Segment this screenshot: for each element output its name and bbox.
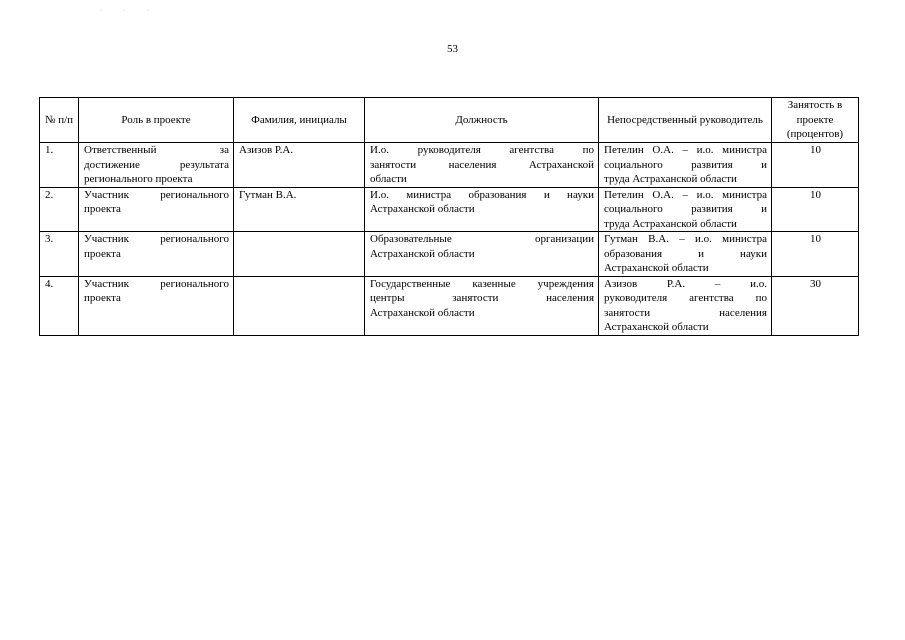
cell-num: 3. xyxy=(40,232,79,277)
cell-position-line: занятости населения Астраханской xyxy=(370,158,594,171)
cell-role-line: Ответственный за xyxy=(84,144,229,156)
cell-load: 10 xyxy=(772,187,859,232)
cell-role-line: Участник регионального xyxy=(84,188,229,201)
cell-manager-line: Астраханской области xyxy=(604,262,709,274)
header-manager: Непосредственный руководитель xyxy=(599,98,772,143)
cell-manager-line: Петелин О.А. – и.о. министра xyxy=(604,188,767,201)
cell-name xyxy=(234,232,365,277)
cell-role-line: проекта xyxy=(84,203,121,215)
cell-position-line: центры занятости населения xyxy=(370,292,594,304)
page-number: 53 xyxy=(447,43,458,55)
cell-manager-line: Астраханской области xyxy=(604,321,709,333)
cell-position-line: Астраханской области xyxy=(370,203,475,215)
cell-manager-line: Петелин О.А. – и.о. министра xyxy=(604,144,767,156)
header-load: Занятость в проекте (процентов) xyxy=(772,98,859,143)
cell-role-line: регионального проекта xyxy=(84,173,193,185)
cell-role xyxy=(79,276,234,335)
cell-position xyxy=(365,232,599,277)
cell-manager-line: руководителя агентства по xyxy=(604,292,767,304)
table-row xyxy=(40,232,859,277)
cell-manager-line: Гутман В.А. – и.о. министра xyxy=(604,233,767,245)
cell-position-line: И.о. руководителя агентства по xyxy=(370,144,594,156)
cell-position-line: И.о. министра образования и науки xyxy=(370,188,594,201)
cell-manager-line: Азизов Р.А. – и.о. xyxy=(604,277,767,290)
cell-num: 4. xyxy=(40,276,79,335)
table-header-row xyxy=(40,98,859,143)
cell-role-line: Участник регионального xyxy=(84,277,229,290)
cell-role-line: проекта xyxy=(84,292,121,304)
cell-manager xyxy=(599,143,772,188)
scan-artifact: · · · xyxy=(100,8,159,14)
cell-num: 2. xyxy=(40,187,79,232)
cell-load: 10 xyxy=(772,232,859,277)
cell-manager-line: труда Астраханской области xyxy=(604,217,737,230)
cell-name xyxy=(234,276,365,335)
cell-num: 1. xyxy=(40,143,79,188)
cell-position-line: Астраханской области xyxy=(370,247,475,260)
cell-position xyxy=(365,276,599,335)
cell-name: Азизов Р.А. xyxy=(234,143,365,188)
cell-role-line: достижение результата xyxy=(84,158,229,171)
cell-position-line: Астраханской области xyxy=(370,306,475,319)
cell-role xyxy=(79,187,234,232)
cell-manager-line: социального развития и xyxy=(604,158,767,171)
cell-manager-line: социального развития и xyxy=(604,203,767,215)
project-participants-table xyxy=(39,97,859,336)
cell-role xyxy=(79,232,234,277)
table-row xyxy=(40,276,859,335)
cell-position-line: Образовательные организации xyxy=(370,233,594,245)
cell-position xyxy=(365,187,599,232)
cell-manager-line: занятости населения xyxy=(604,306,767,319)
cell-load: 30 xyxy=(772,276,859,335)
cell-manager-line: труда Астраханской области xyxy=(604,173,737,185)
cell-role-line: Участник регионального xyxy=(84,233,229,245)
cell-position-line: Государственные казенные учреждения xyxy=(370,277,594,290)
cell-role-line: проекта xyxy=(84,247,121,260)
cell-role xyxy=(79,143,234,188)
header-num: № п/п xyxy=(40,98,79,143)
header-position: Должность xyxy=(365,98,599,143)
cell-manager xyxy=(599,232,772,277)
cell-name: Гутман В.А. xyxy=(234,187,365,232)
cell-manager xyxy=(599,276,772,335)
cell-position-line: области xyxy=(370,173,407,185)
cell-load: 10 xyxy=(772,143,859,188)
cell-manager-line: образования и науки xyxy=(604,247,767,260)
table-row xyxy=(40,143,859,188)
header-name: Фамилия, инициалы xyxy=(234,98,365,143)
cell-manager xyxy=(599,187,772,232)
header-role: Роль в проекте xyxy=(79,98,234,143)
cell-position xyxy=(365,143,599,188)
table-row xyxy=(40,187,859,232)
